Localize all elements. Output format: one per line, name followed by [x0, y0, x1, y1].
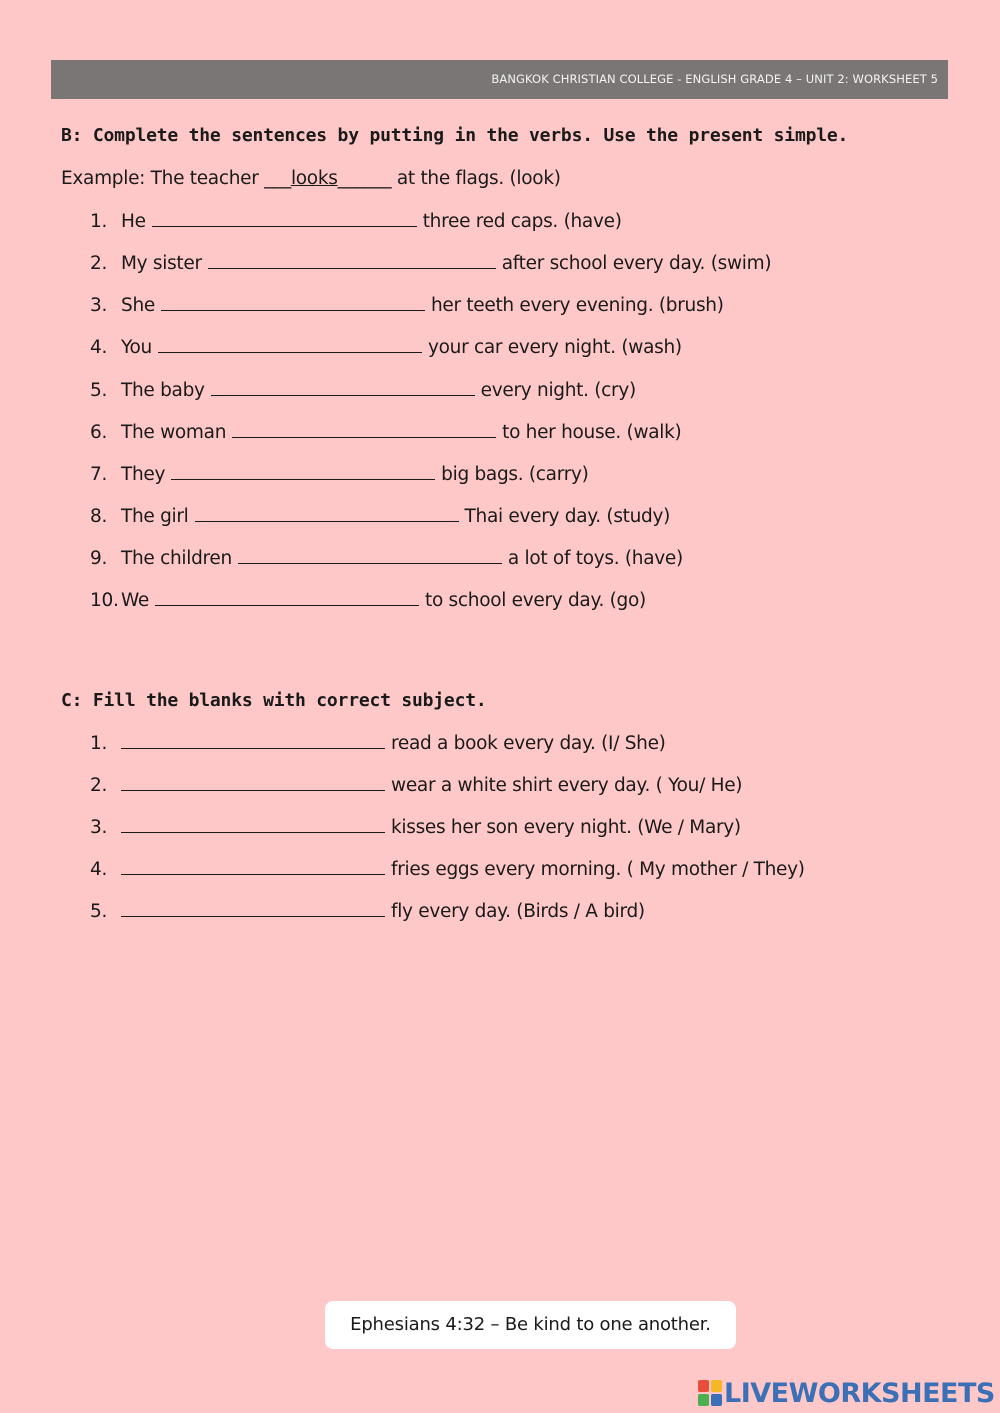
bible-verse-text: Ephesians 4:32 – Be kind to one another. — [350, 1314, 711, 1335]
answer-blank[interactable] — [121, 775, 385, 791]
worksheet-header-bar — [51, 60, 948, 99]
item-number: 1. — [90, 733, 108, 754]
answer-blank[interactable] — [121, 733, 385, 749]
answer-blank[interactable] — [121, 859, 385, 875]
item-rest: Thai every day. (study) — [464, 506, 671, 527]
worksheet-header-title: BANGKOK CHRISTIAN COLLEGE - ENGLISH GRADE 4 – UNIT 2: WORKSHEET 5 — [491, 72, 938, 86]
item-rest: fly every day. (Birds / A bird) — [391, 901, 645, 922]
answer-blank[interactable] — [161, 295, 425, 311]
item-number: 5. — [90, 901, 108, 922]
answer-blank[interactable] — [155, 590, 419, 606]
item-subject: He — [121, 211, 146, 232]
item-rest: kisses her son every night. (We / Mary) — [391, 817, 741, 838]
item-number: 10. — [90, 590, 119, 611]
item-subject: We — [121, 590, 149, 611]
answer-blank[interactable] — [208, 253, 496, 269]
answer-blank[interactable] — [152, 211, 417, 227]
item-subject: She — [121, 295, 155, 316]
item-number: 7. — [90, 464, 108, 485]
example-answer: looks — [290, 168, 338, 189]
answer-blank[interactable] — [158, 337, 422, 353]
liveworksheets-brand[interactable] — [698, 1373, 995, 1413]
answer-blank[interactable] — [238, 548, 502, 564]
item-number: 8. — [90, 506, 108, 527]
section-c-title: C: Fill the blanks with correct subject. — [61, 690, 487, 711]
liveworksheets-logo-icon — [698, 1380, 722, 1406]
item-rest: a lot of toys. (have) — [507, 548, 683, 569]
item-number: 2. — [90, 253, 108, 274]
item-number: 2. — [90, 775, 108, 796]
item-subject: You — [121, 337, 152, 358]
item-rest: fries eggs every morning. ( My mother / They) — [391, 859, 805, 880]
item-number: 3. — [90, 817, 108, 838]
bible-verse-box — [325, 1301, 736, 1349]
item-rest: her teeth every evening. (brush) — [430, 295, 724, 316]
item-number: 9. — [90, 548, 108, 569]
answer-blank[interactable] — [171, 464, 435, 480]
answer-blank[interactable] — [195, 506, 459, 522]
liveworksheets-brand-text: LIVEWORKSHEETS — [724, 1377, 995, 1409]
item-rest: wear a white shirt every day. ( You/ He) — [391, 775, 743, 796]
answer-blank[interactable] — [211, 380, 475, 396]
item-number: 4. — [90, 859, 108, 880]
item-rest: to her house. (walk) — [502, 422, 682, 443]
example-prefix: Example: The teacher ___ — [61, 168, 291, 189]
item-subject: My sister — [121, 253, 202, 274]
answer-blank[interactable] — [121, 901, 385, 917]
item-rest: every night. (cry) — [480, 380, 636, 401]
item-rest: your car every night. (wash) — [428, 337, 682, 358]
item-rest: big bags. (carry) — [441, 464, 589, 485]
item-number: 6. — [90, 422, 108, 443]
item-subject: The girl — [121, 506, 189, 527]
section-b-title: B: Complete the sentences by putting in the verbs. Use the present simple. — [61, 125, 849, 146]
example-sentence — [61, 168, 561, 189]
item-number: 1. — [90, 211, 108, 232]
item-subject: They — [121, 464, 166, 485]
item-subject: The woman — [121, 422, 227, 443]
answer-blank[interactable] — [232, 422, 496, 438]
item-rest: after school every day. (swim) — [501, 253, 772, 274]
item-subject: The baby — [121, 380, 205, 401]
item-rest: three red caps. (have) — [422, 211, 622, 232]
example-suffix: ______ at the flags. (look) — [337, 168, 561, 189]
item-number: 4. — [90, 337, 108, 358]
item-number: 3. — [90, 295, 108, 316]
item-rest: to school every day. (go) — [425, 590, 646, 611]
item-rest: read a book every day. (I/ She) — [391, 733, 666, 754]
item-subject: The children — [121, 548, 232, 569]
answer-blank[interactable] — [121, 817, 385, 833]
item-number: 5. — [90, 380, 108, 401]
